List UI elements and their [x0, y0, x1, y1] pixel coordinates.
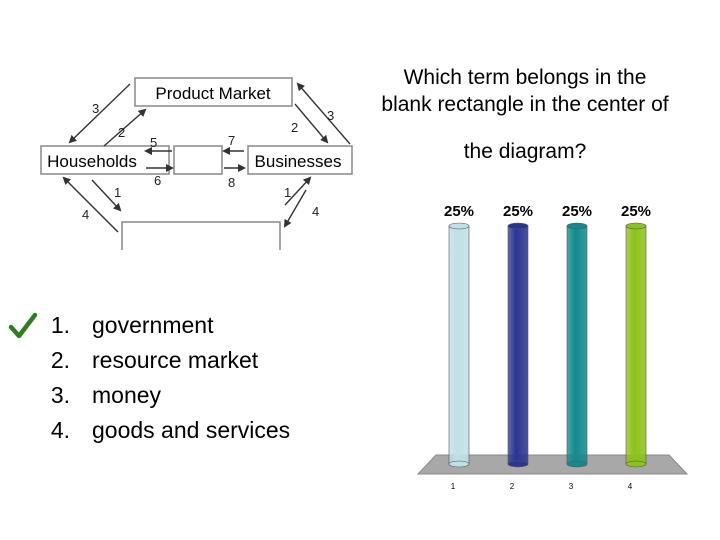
data-label-4: 25%	[620, 203, 652, 220]
data-label-3: 25%	[561, 203, 593, 220]
answer-text: resource market	[92, 347, 259, 373]
flow-number-bl-4: 4	[82, 207, 90, 222]
bar-3	[567, 223, 587, 467]
flow-number-br-1: 1	[284, 185, 292, 200]
flow-number-tl-3: 3	[92, 101, 100, 116]
answer-number: 1.	[50, 312, 70, 338]
flow-number-tr-2: 2	[291, 120, 299, 135]
question-line-1: Which term belongs in the	[403, 66, 647, 89]
bar-1	[449, 223, 469, 467]
product-market-label: Product Market	[155, 84, 271, 103]
question-line-2: blank rectangle in the center of	[381, 93, 669, 116]
x-tick-label-2: 2	[509, 482, 515, 491]
flow-number-c-6: 6	[154, 173, 162, 188]
flow-number-c-8: 8	[228, 175, 236, 190]
answer-text: money	[92, 382, 162, 408]
data-label-2: 25%	[502, 203, 534, 220]
x-tick-label-1: 1	[450, 482, 456, 491]
bar-4	[626, 223, 646, 467]
answer-text: goods and services	[92, 417, 291, 443]
x-tick-label-4: 4	[627, 482, 633, 491]
flow-number-br-4: 4	[312, 204, 320, 219]
answer-number: 4.	[50, 417, 70, 443]
flow-number-tr-3: 3	[327, 108, 335, 123]
bar-2	[508, 223, 528, 467]
answer-number: 3.	[50, 382, 70, 408]
data-label-1: 25%	[443, 203, 475, 220]
households-label: Households	[47, 152, 137, 171]
answer-text: government	[92, 312, 214, 338]
flow-number-bl-1: 1	[114, 185, 122, 200]
question-line-3: the diagram?	[463, 140, 587, 163]
businesses-label: Businesses	[254, 152, 342, 171]
answer-number: 2.	[50, 347, 70, 373]
flow-number-tl-2: 2	[118, 125, 126, 140]
flow-number-c-5: 5	[150, 135, 158, 150]
flow-number-c-7: 7	[228, 133, 236, 148]
x-tick-label-3: 3	[568, 482, 574, 491]
